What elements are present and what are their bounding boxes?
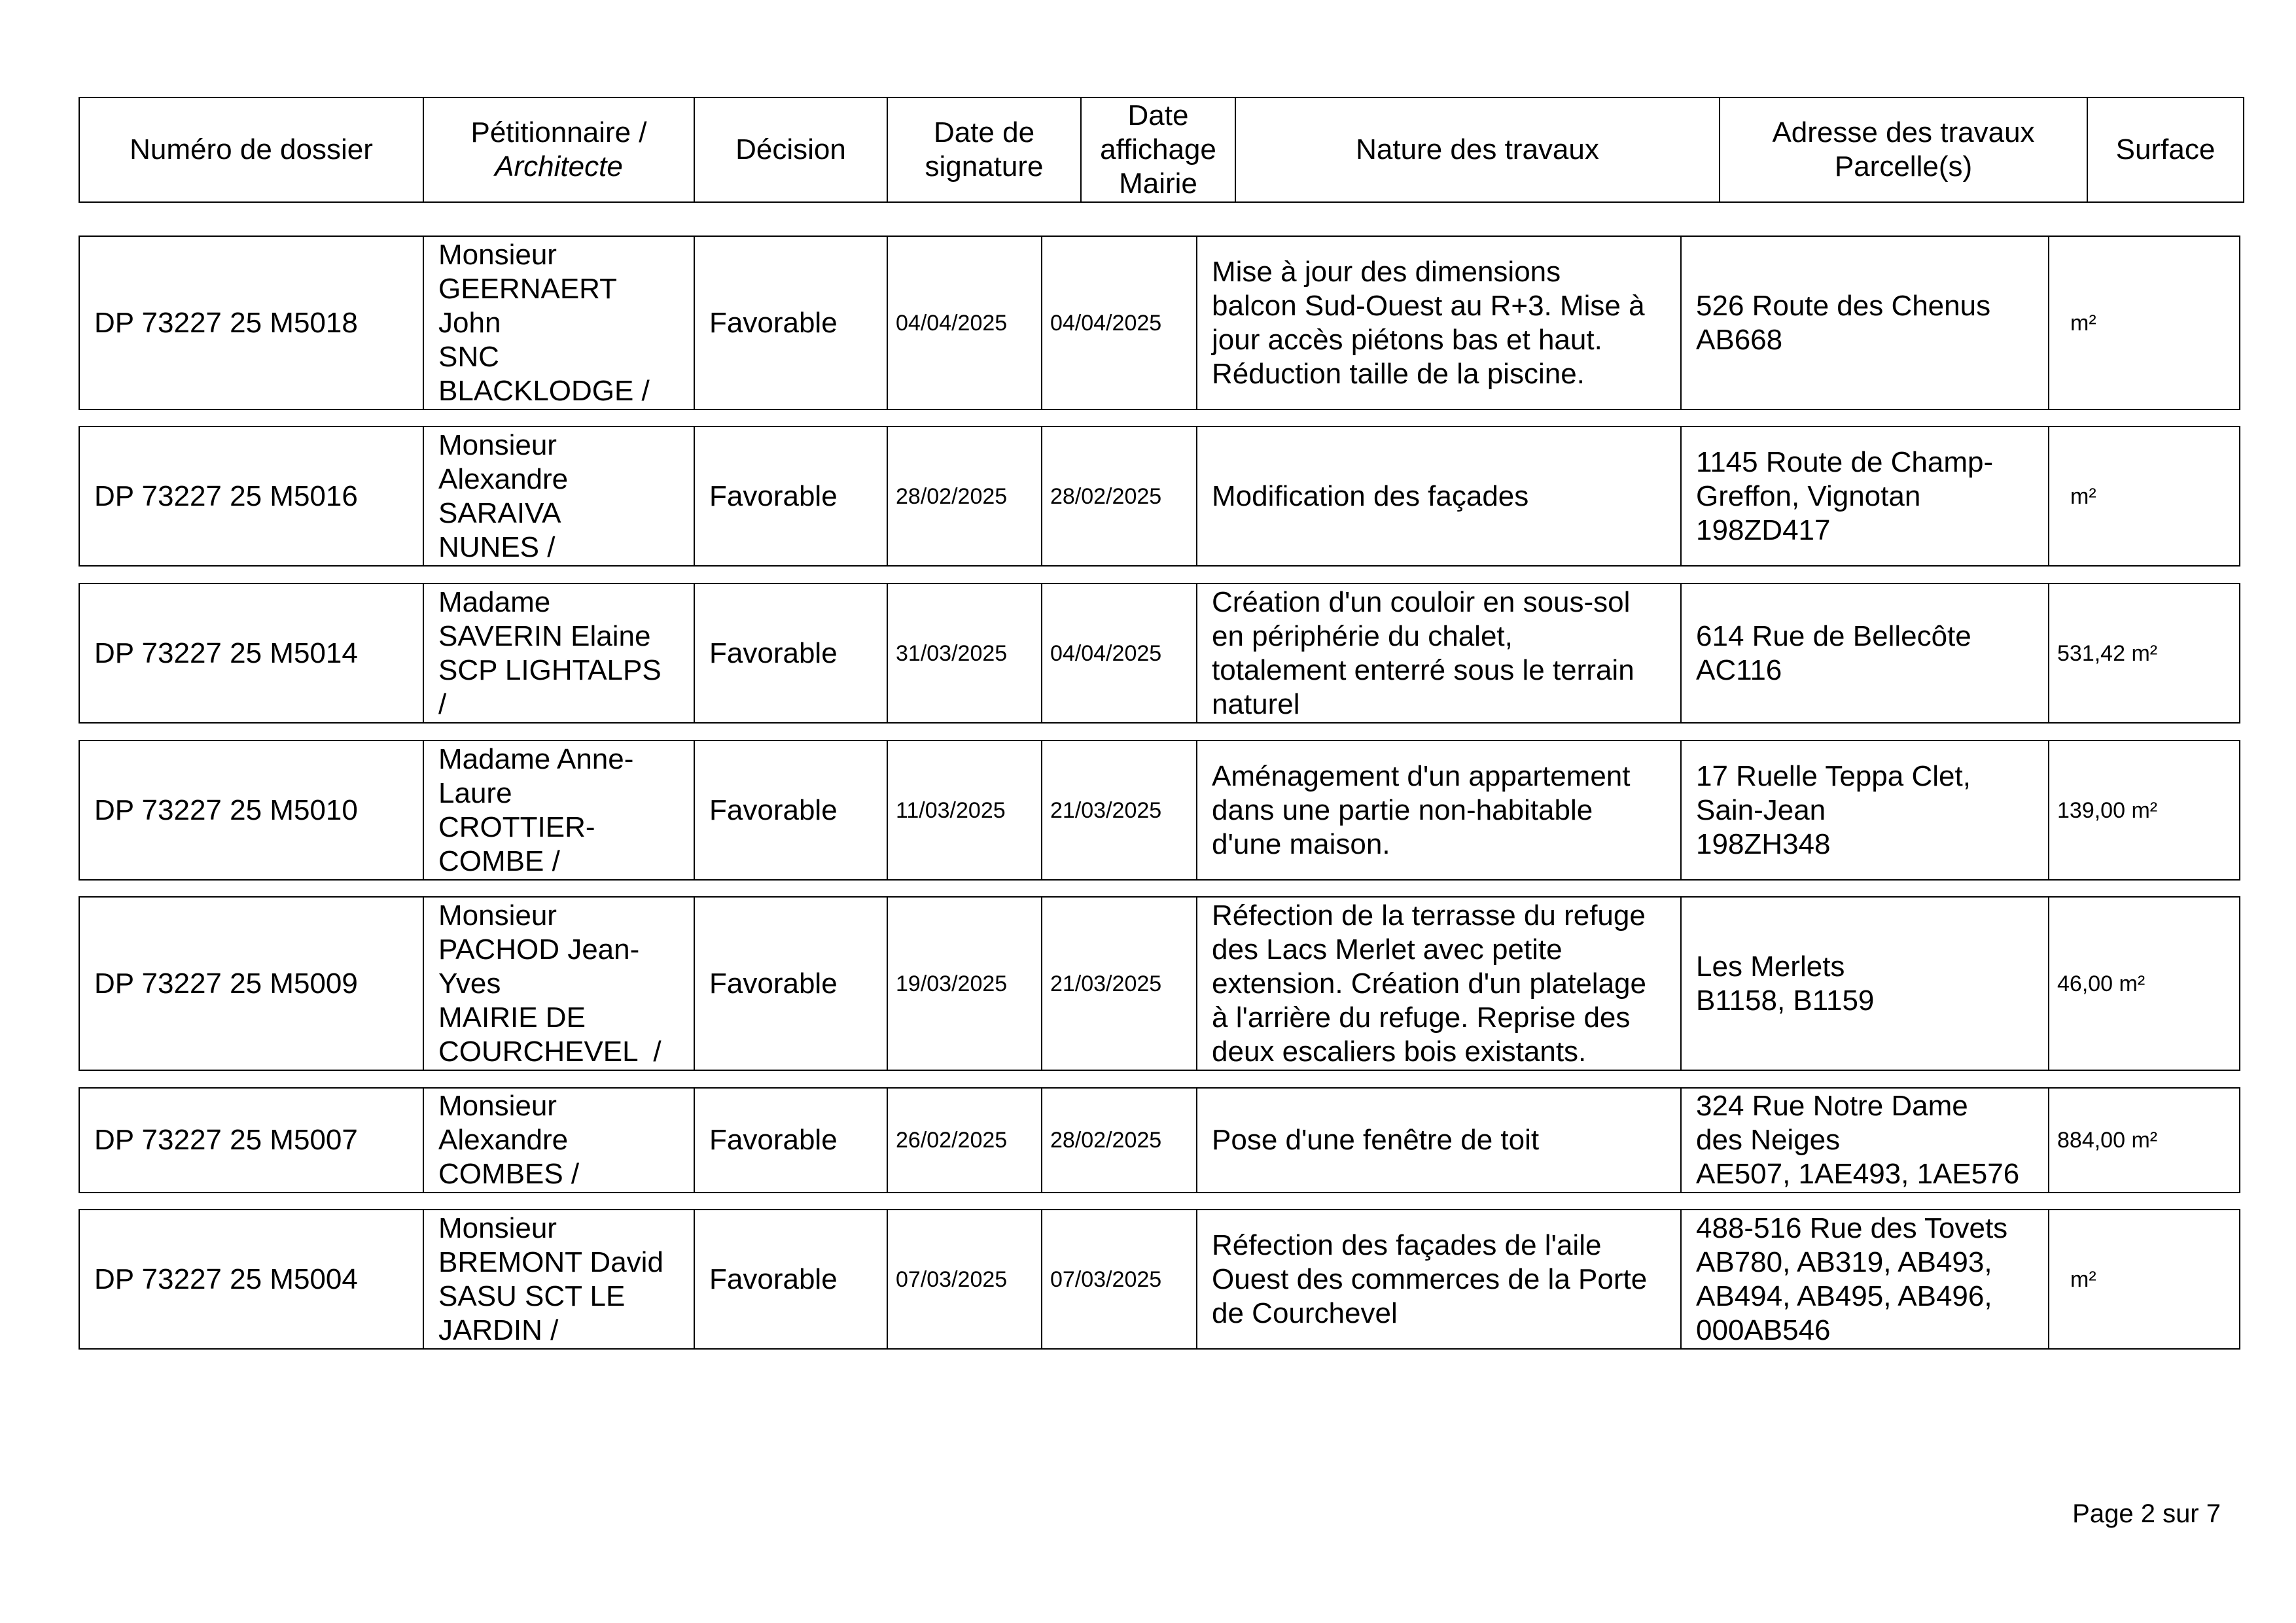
cell-numero: DP 73227 25 M5018: [79, 236, 423, 410]
cell-adresse: 526 Route des Chenus AB668: [1681, 236, 2049, 410]
cell-adresse: Les Merlets B1158, B1159: [1681, 897, 2049, 1070]
cell-date-signature: 04/04/2025: [887, 236, 1042, 410]
cell-numero: DP 73227 25 M5014: [79, 584, 423, 723]
table-row: [79, 426, 2240, 567]
col-header-surface: Surface: [2087, 97, 2244, 202]
cell-date-affichage: 04/04/2025: [1042, 236, 1197, 410]
cell-nature: Réfection de la terrasse du refuge des Lacs Merlet avec petite extension. Création d'un platelage à l'arrière du refuge. Reprise des deux escaliers bois existants.: [1197, 897, 1681, 1070]
cell-decision: Favorable: [694, 1210, 887, 1349]
cell-nature: Création d'un couloir en sous-sol en périphérie du chalet, totalement enterré sous le terrain naturel: [1197, 584, 1681, 723]
table-row: [79, 583, 2240, 724]
cell-decision: Favorable: [694, 741, 887, 880]
cell-adresse: 17 Ruelle Teppa Clet, Sain-Jean 198ZH348: [1681, 741, 2049, 880]
cell-numero: DP 73227 25 M5004: [79, 1210, 423, 1349]
page-number: Page 2 sur 7: [2072, 1499, 2221, 1528]
col-header-architecte-label: Architecte: [495, 150, 623, 183]
cell-surface: m²: [2049, 236, 2240, 410]
cell-petitionnaire: Monsieur Alexandre COMBES /: [423, 1088, 694, 1193]
cell-nature: Aménagement d'un appartement dans une partie non-habitable d'une maison.: [1197, 741, 1681, 880]
cell-date-signature: 26/02/2025: [887, 1088, 1042, 1193]
table-row: [79, 1087, 2240, 1193]
cell-decision: Favorable: [694, 897, 887, 1070]
cell-adresse: 324 Rue Notre Dame des Neiges AE507, 1AE493, 1AE576: [1681, 1088, 2049, 1193]
cell-surface: 531,42 m²: [2049, 584, 2240, 723]
col-header-date-affichage: Date affichage Mairie: [1081, 97, 1235, 202]
cell-petitionnaire: Monsieur BREMONT David SASU SCT LE JARDIN /: [423, 1210, 694, 1349]
cell-numero: DP 73227 25 M5009: [79, 897, 423, 1070]
cell-numero: DP 73227 25 M5007: [79, 1088, 423, 1193]
cell-date-affichage: 28/02/2025: [1042, 427, 1197, 566]
cell-nature: Pose d'une fenêtre de toit: [1197, 1088, 1681, 1193]
cell-date-affichage: 07/03/2025: [1042, 1210, 1197, 1349]
col-header-numero: Numéro de dossier: [79, 97, 423, 202]
cell-decision: Favorable: [694, 1088, 887, 1193]
table-row: [79, 1209, 2240, 1350]
cell-petitionnaire: Madame SAVERIN Elaine SCP LIGHTALPS /: [423, 584, 694, 723]
cell-date-affichage: 28/02/2025: [1042, 1088, 1197, 1193]
table-row: [79, 236, 2240, 410]
cell-adresse: 488-516 Rue des Tovets AB780, AB319, AB493, AB494, AB495, AB496, 000AB546: [1681, 1210, 2049, 1349]
cell-decision: Favorable: [694, 427, 887, 566]
cell-date-signature: 19/03/2025: [887, 897, 1042, 1070]
col-header-decision: Décision: [694, 97, 887, 202]
cell-numero: DP 73227 25 M5010: [79, 741, 423, 880]
cell-petitionnaire: Monsieur GEERNAERT John SNC BLACKLODGE /: [423, 236, 694, 410]
cell-nature: Mise à jour des dimensions balcon Sud-Ouest au R+3. Mise à jour accès piétons bas et haut. Réduction taille de la piscine.: [1197, 236, 1681, 410]
cell-nature: Modification des façades: [1197, 427, 1681, 566]
cell-date-affichage: 21/03/2025: [1042, 897, 1197, 1070]
col-header-date-signature: Date de signature: [887, 97, 1081, 202]
cell-date-signature: 31/03/2025: [887, 584, 1042, 723]
col-header-adresse: Adresse des travaux Parcelle(s): [1720, 97, 2087, 202]
table-header: [79, 97, 2244, 203]
cell-date-affichage: 04/04/2025: [1042, 584, 1197, 723]
cell-petitionnaire: Madame Anne- Laure CROTTIER- COMBE /: [423, 741, 694, 880]
cell-nature: Réfection des façades de l'aile Ouest des commerces de la Porte de Courchevel: [1197, 1210, 1681, 1349]
col-header-nature: Nature des travaux: [1235, 97, 1720, 202]
col-header-petitionnaire: [423, 97, 694, 202]
table-row: [79, 740, 2240, 881]
cell-surface: 884,00 m²: [2049, 1088, 2240, 1193]
cell-surface: 139,00 m²: [2049, 741, 2240, 880]
cell-petitionnaire: Monsieur PACHOD Jean- Yves MAIRIE DE COURCHEVEL /: [423, 897, 694, 1070]
cell-date-signature: 28/02/2025: [887, 427, 1042, 566]
cell-date-signature: 11/03/2025: [887, 741, 1042, 880]
cell-surface: m²: [2049, 1210, 2240, 1349]
cell-surface: m²: [2049, 427, 2240, 566]
cell-decision: Favorable: [694, 236, 887, 410]
cell-date-affichage: 21/03/2025: [1042, 741, 1197, 880]
cell-surface: 46,00 m²: [2049, 897, 2240, 1070]
col-header-petitionnaire-label: Pétitionnaire /: [470, 116, 647, 148]
table-row: [79, 896, 2240, 1071]
cell-adresse: 614 Rue de Bellecôte AC116: [1681, 584, 2049, 723]
cell-numero: DP 73227 25 M5016: [79, 427, 423, 566]
cell-adresse: 1145 Route de Champ- Greffon, Vignotan 198ZD417: [1681, 427, 2049, 566]
cell-petitionnaire: Monsieur Alexandre SARAIVA NUNES /: [423, 427, 694, 566]
cell-decision: Favorable: [694, 584, 887, 723]
cell-date-signature: 07/03/2025: [887, 1210, 1042, 1349]
